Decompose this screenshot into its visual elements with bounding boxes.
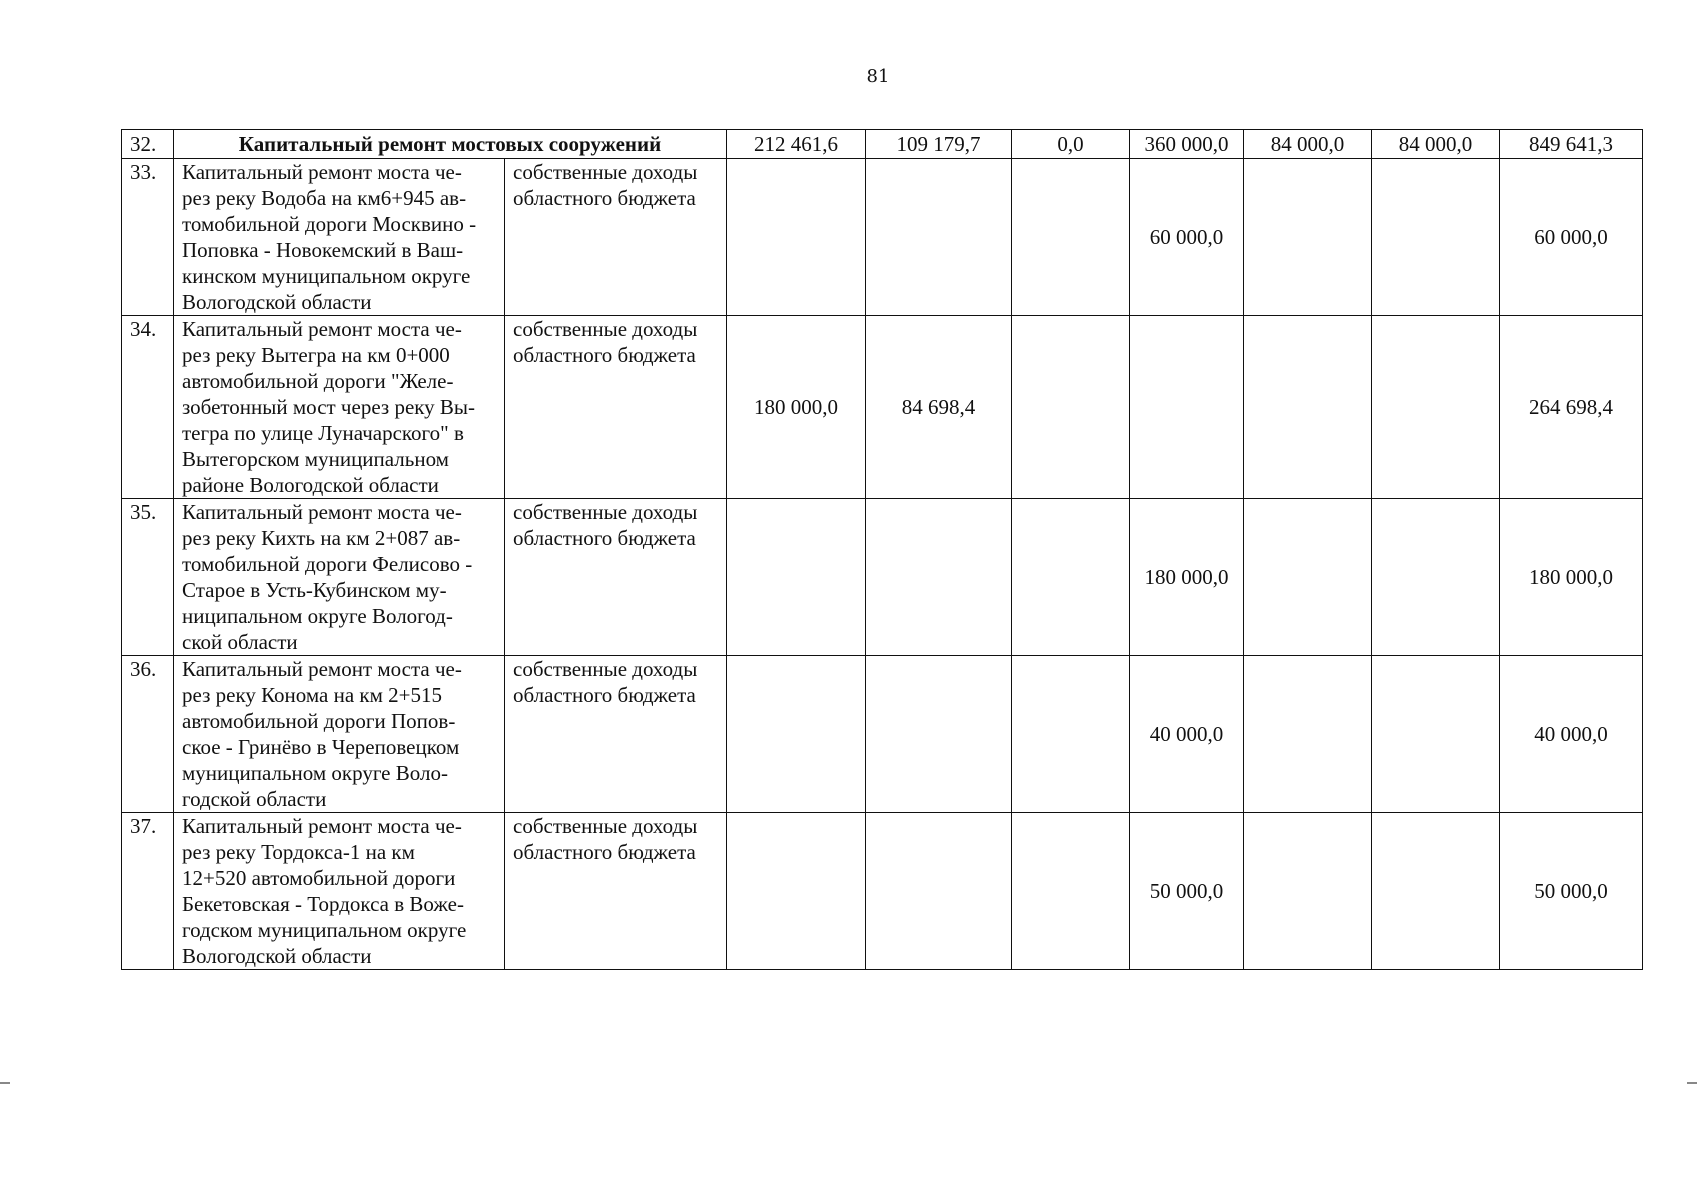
value-cell — [727, 813, 866, 970]
value-cell — [1244, 813, 1372, 970]
funding-source: собственные доходы областного бюджета — [505, 316, 727, 499]
funding-source: собственные доходы областного бюджета — [505, 499, 727, 656]
value-cell — [866, 656, 1012, 813]
value-cell: 109 179,7 — [866, 130, 1012, 159]
total-cell: 40 000,0 — [1500, 656, 1643, 813]
total-cell: 50 000,0 — [1500, 813, 1643, 970]
value-cell — [1012, 656, 1130, 813]
value-cell — [1244, 499, 1372, 656]
row-number: 35. — [122, 499, 174, 656]
table-row — [122, 159, 1643, 316]
value-cell — [1372, 656, 1500, 813]
value-cell: 180 000,0 — [1130, 499, 1244, 656]
value-cell: 360 000,0 — [1130, 130, 1244, 159]
value-cell — [1012, 316, 1130, 499]
value-cell: 60 000,0 — [1130, 159, 1244, 316]
row-number: 33. — [122, 159, 174, 316]
page-number: 81 — [866, 66, 890, 87]
value-cell — [1012, 499, 1130, 656]
value-cell: 84 000,0 — [1244, 130, 1372, 159]
project-description: Капитальный ремонт моста че- рез реку Водоба на км6+945 ав- томобильной дороги Москвино - Поповка - Новокемский в Ваш- кинском муниципальном округе Вологодской области — [174, 159, 505, 316]
table-body — [122, 159, 1643, 970]
value-cell — [1372, 813, 1500, 970]
scan-edge-mark — [1687, 1082, 1697, 1084]
value-cell — [727, 499, 866, 656]
value-cell: 84 000,0 — [1372, 130, 1500, 159]
table-row — [122, 813, 1643, 970]
table-row — [122, 316, 1643, 499]
value-cell: 84 698,4 — [866, 316, 1012, 499]
value-cell — [1130, 316, 1244, 499]
value-cell — [1372, 499, 1500, 656]
section-title: Капитальный ремонт мостовых сооружений — [174, 130, 727, 159]
value-cell — [1012, 159, 1130, 316]
value-cell: 0,0 — [1012, 130, 1130, 159]
table-row — [122, 499, 1643, 656]
funding-source: собственные доходы областного бюджета — [505, 656, 727, 813]
total-cell: 180 000,0 — [1500, 499, 1643, 656]
project-description: Капитальный ремонт моста че- рез реку Тордокса-1 на км 12+520 автомобильной дороги Бекетовская - Тордокса в Воже- годском муниципальном округе Вологодской области — [174, 813, 505, 970]
value-cell — [1244, 159, 1372, 316]
value-cell — [727, 656, 866, 813]
row-number: 32. — [122, 130, 174, 159]
row-number: 36. — [122, 656, 174, 813]
table-row — [122, 656, 1643, 813]
funding-source: собственные доходы областного бюджета — [505, 813, 727, 970]
row-number: 34. — [122, 316, 174, 499]
value-cell — [866, 813, 1012, 970]
section-row — [122, 130, 1643, 159]
value-cell — [866, 159, 1012, 316]
value-cell: 40 000,0 — [1130, 656, 1244, 813]
total-cell: 264 698,4 — [1500, 316, 1643, 499]
row-number: 37. — [122, 813, 174, 970]
value-cell — [1372, 316, 1500, 499]
total-cell: 60 000,0 — [1500, 159, 1643, 316]
value-cell: 50 000,0 — [1130, 813, 1244, 970]
budget-table — [121, 129, 1643, 970]
scan-edge-mark — [0, 1082, 10, 1084]
funding-source: собственные доходы областного бюджета — [505, 159, 727, 316]
project-description: Капитальный ремонт моста че- рез реку Вытегра на км 0+000 автомобильной дороги "Желе- зобетонный мост через реку Вы- тегра по улице Луначарского" в Вытегорском муниципальном районе Вологодской области — [174, 316, 505, 499]
value-cell: 180 000,0 — [727, 316, 866, 499]
project-description: Капитальный ремонт моста че- рез реку Кихть на км 2+087 ав- томобильной дороги Фелисово - Старое в Усть-Кубинском му- ниципальном округе Вологод- ской области — [174, 499, 505, 656]
value-cell — [1244, 656, 1372, 813]
value-cell — [1372, 159, 1500, 316]
value-cell — [1012, 813, 1130, 970]
value-cell — [1244, 316, 1372, 499]
project-description: Капитальный ремонт моста че- рез реку Конома на км 2+515 автомобильной дороги Попов- ское - Гринёво в Череповецком муниципальном округе Воло- годской области — [174, 656, 505, 813]
total-cell: 849 641,3 — [1500, 130, 1643, 159]
value-cell — [727, 159, 866, 316]
value-cell: 212 461,6 — [727, 130, 866, 159]
value-cell — [866, 499, 1012, 656]
